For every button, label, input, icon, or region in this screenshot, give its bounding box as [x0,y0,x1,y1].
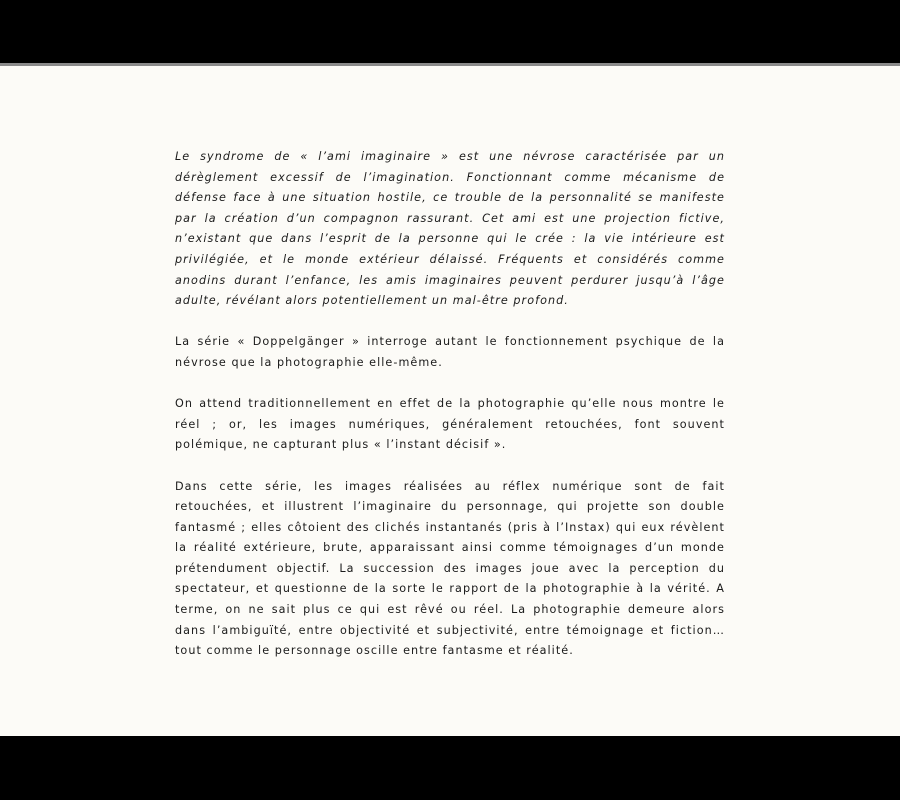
bottom-frame-band [0,736,900,800]
paragraph-intro: Le syndrome de « l’ami imaginaire » est une névrose caractérisée par un dérèglement excessif de l’imagination. Fonctionnant comme mécanisme de défense face à une situation hostile, ce trouble de la personnalité se manifeste par la création d’un compagnon rassurant. Cet ami est une projection fictive, n’existant que dans l’esprit de la personne qui le crée : la vie intérieure est privilégiée, et le monde extérieur délaissé. Fréquents et considérés comme anodins durant l’enfance, les amis imaginaires peuvent perdurer jusqu’à l’âge adulte, révélant alors potentiellement un mal-être profond. [175,150,725,308]
paragraph-series: La série « Doppelgänger » interroge autant le fonctionnement psychique de la névrose que la photographie elle-même. [175,335,725,369]
top-frame-band [0,0,900,63]
document-text [175,147,725,682]
paragraph-description: Dans cette série, les images réalisées au réflex numérique sont de fait retouchées, et illustrent l’imaginaire du personnage, qui projette son double fantasmé ; elles côtoient des clichés instantanés (pris à l’Instax) qui eux révèlent la réalité extérieure, brute, apparaissant ainsi comme témoignages d’un monde prétendument objectif. La succession des images joue avec la perception du spectateur, et questionne de la sorte le rapport de la photographie à la vérité. A terme, on ne sait plus ce qui est rêvé ou réel. La photographie demeure alors dans l’ambiguïté, entre objectivité et subjectivité, entre témoignage et fiction… tout comme le personnage oscille entre fantasme et réalité. [175,479,725,658]
paragraph-photography: On attend traditionnellement en effet de la photographie qu’elle nous montre le réel ; or, les images numériques, généralement retouchées, font souvent polémique, ne capturant plus « l’instant décisif ». [175,397,725,452]
